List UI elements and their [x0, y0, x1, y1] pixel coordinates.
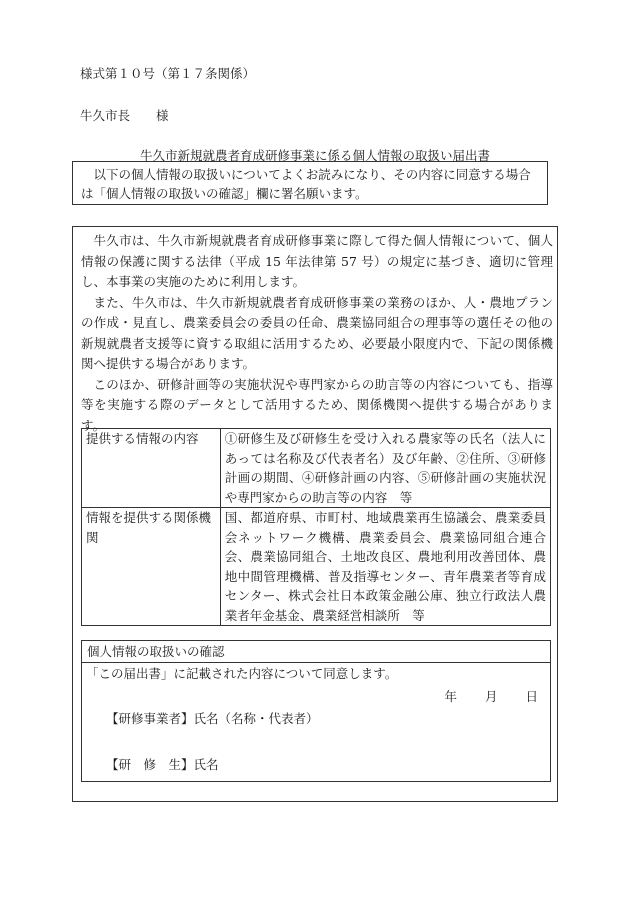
paragraph-1: 牛久市は、牛久市新規就農者育成研修事業に際して得た個人情報について、個人情報の保護に関する法律（平成 15 年法律第 57 号）の規定に基づき、適切に管理し、本事業の実施のために利用します。 — [81, 233, 553, 289]
date-year-label: 年 — [444, 689, 457, 704]
notice-text: 以下の個人情報の取扱いについてよくお読みになり、その内容に同意する場合は「個人情報の取扱いの確認」欄に署名願います。 — [81, 167, 531, 201]
table-label-recipients: 情報を提供する関係機関 — [82, 508, 221, 626]
notice-box — [72, 161, 548, 205]
document-title: 牛久市新規就農者育成研修事業に係る個人情報の取扱い届出書 — [139, 148, 490, 163]
trainer-signature-field[interactable]: 【研修事業者】氏名（名称・代表者） — [106, 711, 319, 726]
consent-text: 「この届出書」に記載された内容について同意します。 — [86, 666, 398, 681]
info-provision-table — [81, 428, 551, 626]
form-number: 様式第１０号（第１７条関係） — [80, 66, 256, 81]
paragraph-2: また、牛久市は、牛久市新規就農者育成研修事業の業務のほか、人・農地プランの作成・見直し、農業委員会の委員の任命、農業協同組合の理事等の選任その他の新規就農者支援等に資する取組に活用するため、必要最小限度内で、下記の関係機関へ提供する場合があります。 — [81, 294, 553, 371]
trainee-signature-field[interactable]: 【研 修 生】氏名 — [106, 757, 219, 772]
table-row — [82, 429, 551, 508]
main-content-box — [72, 226, 558, 802]
addressee-name: 牛久市長 — [80, 108, 131, 123]
explanation-paragraphs — [81, 231, 553, 436]
table-value-recipients: 国、都道府県、市町村、地域農業再生協議会、農業委員会ネットワーク機構、農業委員会、農業協同組合連合会、農業協同組合、土地改良区、農地利用改善団体、農地中間管理機構、普及指導センター、青年農業者等育成センター、株式会社日本政策金融公庫、独立行政法人農業者年金基金、農業経営相談所 等 — [220, 508, 550, 626]
table-label-info-content: 提供する情報の内容 — [82, 429, 221, 508]
paragraph-3: このほか、研修計画等の実施状況や専門家からの助言等の内容についても、指導等を実施する際のデータとして活用するため、関係機関へ提供する場合があります。 — [81, 376, 553, 433]
addressee-honorific: 様 — [156, 108, 169, 123]
date-month-label: 月 — [484, 689, 498, 704]
confirmation-heading: 個人情報の取扱いの確認 — [82, 641, 550, 663]
confirmation-box — [81, 640, 551, 782]
table-value-info-content: ①研修生及び研修生を受け入れる農家等の氏名（法人にあっては名称及び代表者名）及び年齢、②住所、③研修計画の期間、④研修計画の内容、⑤研修計画の実施状況や専門家からの助言等の内容 等 — [220, 429, 550, 508]
table-row — [82, 508, 551, 626]
date-field[interactable] — [416, 687, 538, 705]
addressee — [80, 106, 169, 124]
date-day-label: 日 — [525, 689, 538, 704]
